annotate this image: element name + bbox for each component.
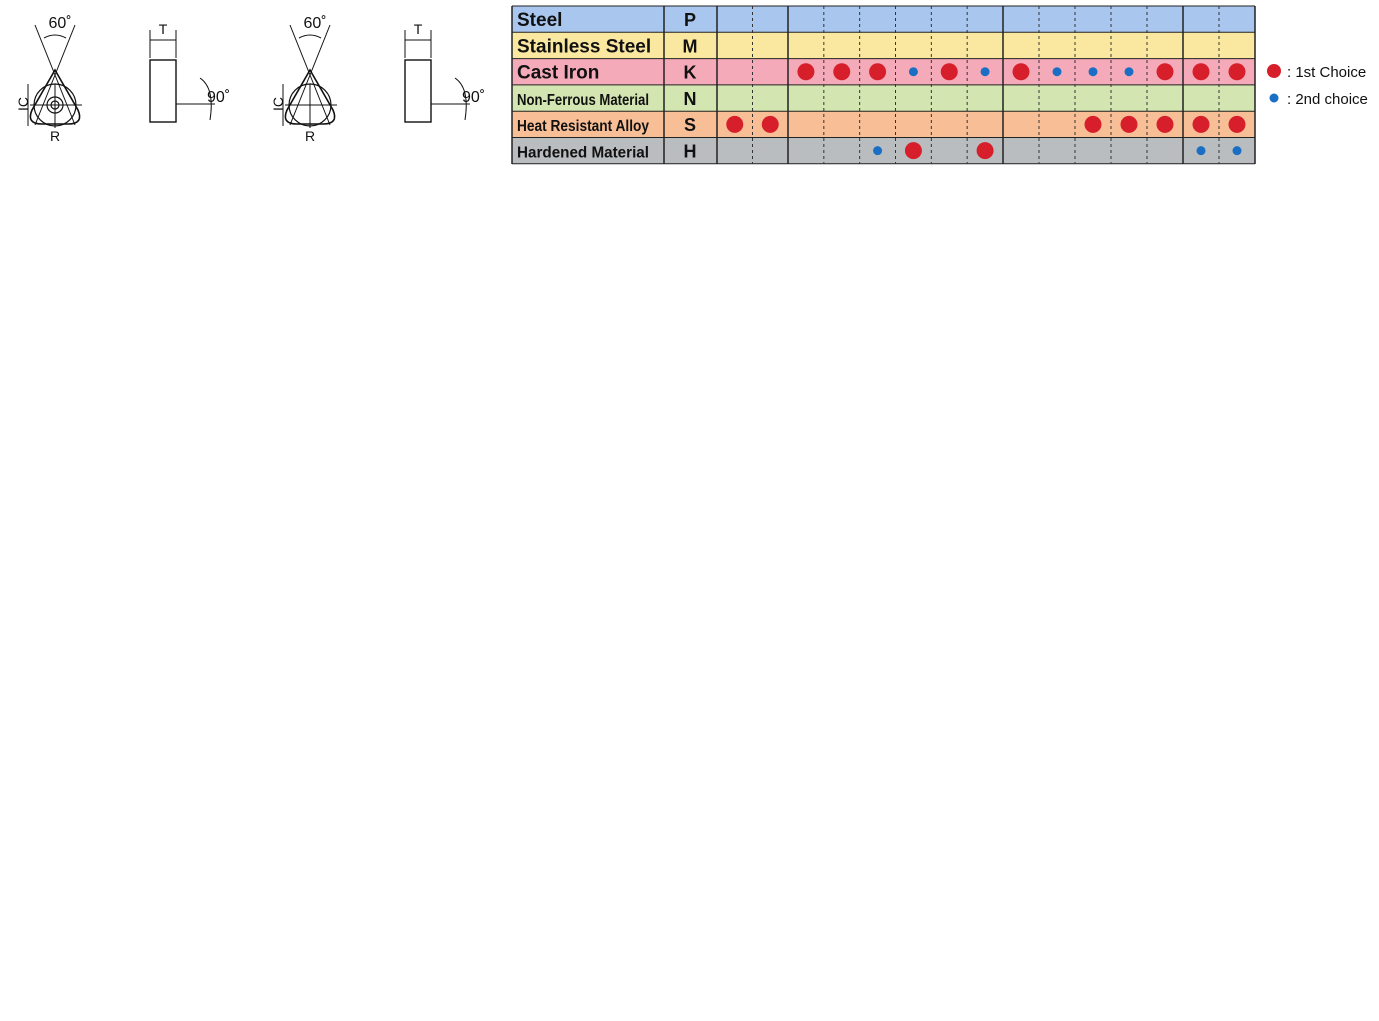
second-choice-dot xyxy=(873,146,882,155)
second-choice-dot xyxy=(1125,67,1134,76)
radius-label: R xyxy=(305,128,316,144)
first-choice-dot xyxy=(977,142,994,159)
right-angle-label: 90˚ xyxy=(462,89,486,106)
first-choice-dot xyxy=(1229,116,1246,133)
material-code: N xyxy=(683,88,697,109)
material-code: P xyxy=(683,10,697,30)
first-choice-dot xyxy=(1085,116,1102,133)
first-choice-legend-dot xyxy=(1267,64,1281,78)
first-choice-dot xyxy=(869,63,886,80)
material-name: Heat Resistant Alloy xyxy=(517,118,650,136)
first-choice-dot xyxy=(941,63,958,80)
ic-label: IC xyxy=(15,97,31,111)
material-name: Cast Iron xyxy=(517,62,600,84)
second-choice-dot xyxy=(1233,146,1242,155)
first-choice-dot xyxy=(905,142,922,159)
angle-arc xyxy=(44,35,66,38)
first-choice-dot xyxy=(797,63,814,80)
side-view xyxy=(405,60,431,122)
material-code: M xyxy=(682,36,698,57)
right-angle-label: 90˚ xyxy=(207,89,231,106)
second-choice-dot xyxy=(1089,67,1098,76)
first-choice-dot xyxy=(1157,63,1174,80)
angle-arc xyxy=(299,35,321,38)
legend-box xyxy=(1255,6,1369,164)
second-choice-dot xyxy=(909,67,918,76)
first-choice-dot xyxy=(1229,63,1246,80)
first-choice-dot xyxy=(1121,116,1138,133)
angle-label: 60˚ xyxy=(48,15,72,32)
ic-label: IC xyxy=(270,97,286,111)
second-choice-dot xyxy=(981,67,990,76)
angle-label: 60˚ xyxy=(303,15,327,32)
material-code: S xyxy=(683,115,697,136)
material-name: Non-Ferrous Material xyxy=(517,91,649,109)
first-choice-legend: : 1st Choice xyxy=(1287,64,1367,81)
material-name: Steel xyxy=(517,10,563,31)
first-choice-dot xyxy=(762,116,779,133)
radius-label: R xyxy=(50,128,61,144)
thickness-label: T xyxy=(413,21,423,37)
second-choice-legend-dot xyxy=(1270,94,1279,103)
material-name: Stainless Steel xyxy=(517,36,652,58)
first-choice-dot xyxy=(726,116,743,133)
insert-diagram xyxy=(28,0,470,128)
second-choice-legend: : 2nd choice xyxy=(1287,91,1368,108)
material-row xyxy=(512,6,1369,32)
material-name: Hardened Material xyxy=(517,144,649,162)
side-view xyxy=(150,60,176,122)
material-code: K xyxy=(683,62,697,83)
first-choice-dot xyxy=(1193,63,1210,80)
second-choice-dot xyxy=(1053,67,1062,76)
thickness-label: T xyxy=(158,21,168,37)
first-choice-dot xyxy=(833,63,850,80)
first-choice-dot xyxy=(1157,116,1174,133)
first-choice-dot xyxy=(1013,63,1030,80)
first-choice-dot xyxy=(1193,116,1210,133)
second-choice-dot xyxy=(1197,146,1206,155)
material-code: H xyxy=(683,141,697,162)
